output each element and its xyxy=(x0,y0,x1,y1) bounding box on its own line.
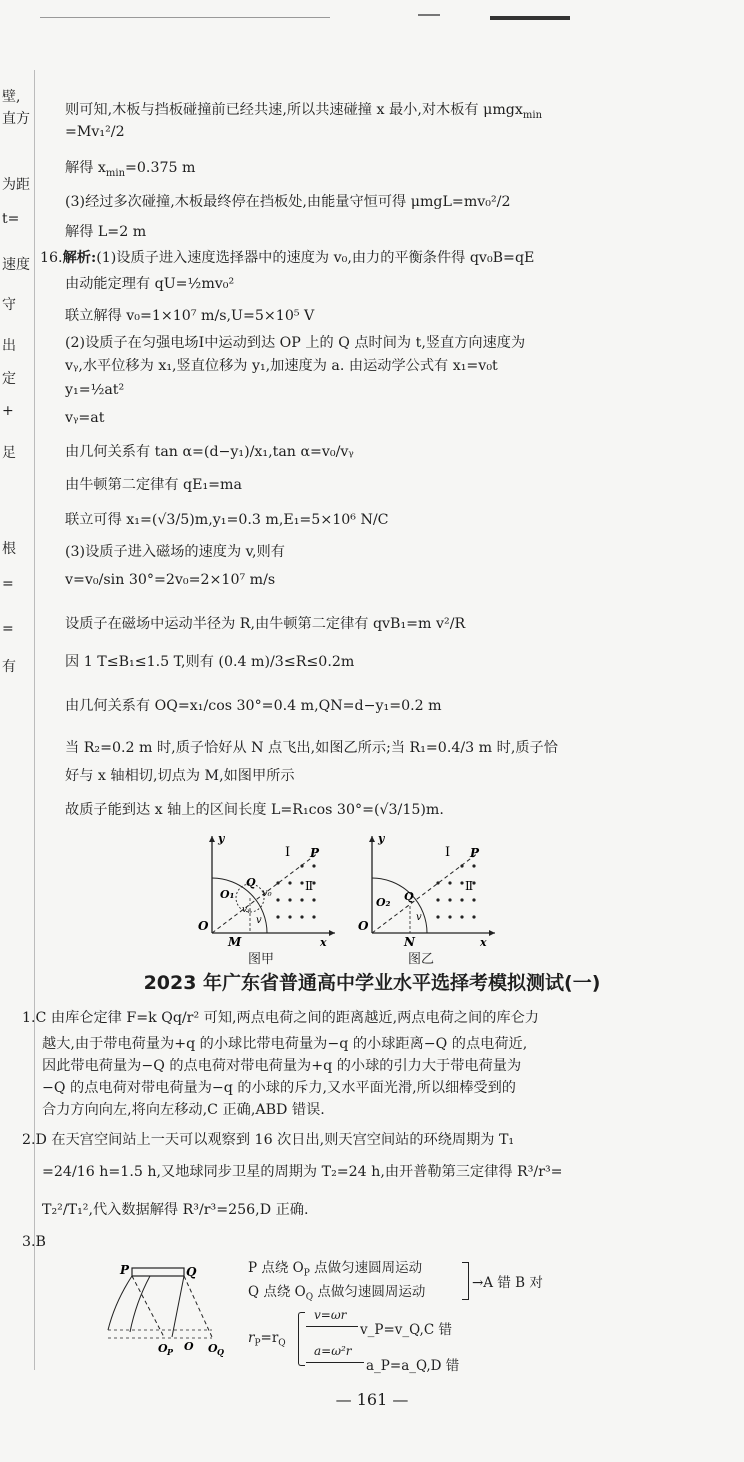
text-line: 设质子在磁场中运动半径为 R,由牛顿第二定律有 qvB₁=m v²/R xyxy=(65,616,466,632)
text-line: 由牛顿第二定律有 qE₁=ma xyxy=(65,477,242,493)
fig-label: v xyxy=(256,915,262,926)
page-number: — 161 — xyxy=(335,1390,409,1409)
margin-char: 为距 xyxy=(2,177,30,193)
q3-line-a: P 点绕 $O_P$ 点做匀速圆周运动 xyxy=(248,1260,423,1279)
q3-fig-label: Q xyxy=(186,1265,197,1279)
q1-line: 合力方向向左,将向左移动,C 正确,ABD 错误. xyxy=(42,1102,325,1118)
text-line: 当 R₂=0.2 m 时,质子恰好从 N 点飞出,如图乙所示;当 R₁=0.4/3 m 时,质子恰 xyxy=(65,740,558,756)
fig-label: x xyxy=(480,936,487,948)
q3-figure xyxy=(100,1262,240,1357)
fig-label: v xyxy=(416,912,422,923)
text-line: 由几何关系有 OQ=x₁/cos 30°=0.4 m,QN=d−y₁=0.2 m xyxy=(65,698,442,714)
branch2-top: a=ω²r xyxy=(314,1344,352,1358)
text-line: 解得 $x_{min}=0.375$ m xyxy=(65,160,196,179)
q3-line-b: Q 点绕 $O_Q$ 点做匀速圆周运动 xyxy=(248,1284,426,1303)
fig-label: Ⅰ xyxy=(445,845,451,860)
q3-fig-label: O xyxy=(158,1342,168,1355)
text-line: 因 1 T≤B₁≤1.5 T,则有 (0.4 m)/3≤R≤0.2m xyxy=(65,654,355,670)
brace-right xyxy=(462,1262,469,1300)
q3-fig-label: O xyxy=(184,1340,194,1353)
figure-jia xyxy=(190,828,340,948)
text-line: 联立解得 v₀=1×10⁷ m/s,U=5×10⁵ V xyxy=(65,308,315,324)
text-line: 故质子能到达 x 轴上的区间长度 L=R₁cos 30°=(√3/15)m. xyxy=(65,802,444,818)
fig-label: vᵧ xyxy=(242,905,251,915)
fig-label: Ⅰ xyxy=(285,845,291,860)
branch1-result: v_P=v_Q,C 错 xyxy=(360,1322,452,1338)
figure-jia-caption: 图甲 xyxy=(248,952,275,967)
margin-rule xyxy=(34,70,35,1370)
margin-char: 根 xyxy=(2,541,16,557)
question-16-line: 16.解析:(1)设质子进入速度选择器中的速度为 v₀,由力的平衡条件得 qv₀B=qE xyxy=(40,250,535,266)
fig-label: x xyxy=(320,936,327,948)
header-rule-left xyxy=(40,17,330,18)
q3-label: 3.B xyxy=(22,1234,46,1250)
fig-label: P xyxy=(470,846,480,860)
header-mark xyxy=(490,16,570,20)
text-line: 联立可得 x₁=(√3/5)m,y₁=0.3 m,E₁=5×10⁶ N/C xyxy=(65,512,389,528)
q2-line: 2.D 在天宫空间站上一天可以观察到 16 次日出,则天宫空间站的环绕周期为 T₁ xyxy=(22,1132,515,1148)
fig-label: y xyxy=(218,832,225,845)
q1-line: −Q 的点电荷对带电荷量为−q 的小球的斥力,又水平面光滑,所以细棒受到的 xyxy=(42,1080,516,1096)
text-line: 由动能定理有 qU=½mv₀² xyxy=(65,276,235,292)
margin-char: 守 xyxy=(2,297,16,313)
q3-fig-label: P xyxy=(120,1263,130,1277)
text-line: =Mv₁²/2 xyxy=(65,124,125,140)
text-line: (3)设质子进入磁场的速度为 v,则有 xyxy=(65,544,285,560)
margin-char: 定 xyxy=(2,371,16,387)
margin-char: = xyxy=(2,621,14,637)
text-line: 则可知,木板与挡板碰撞前已经共速,所以共速碰撞 x 最小,对木板有 μmgx$_{min}$ xyxy=(65,102,543,121)
fig-label: N xyxy=(404,935,415,948)
text-line: vᵧ,水平位移为 x₁,竖直位移为 y₁,加速度为 a. 由运动学公式有 x₁=v₀t xyxy=(65,358,498,374)
fig-label: O xyxy=(358,919,369,933)
text-line: (2)设质子在匀强电场Ⅰ中运动到达 OP 上的 Q 点时间为 t,竖直方向速度为 xyxy=(65,335,526,351)
margin-char: t= xyxy=(2,211,20,227)
q1-line: 因此带电荷量为−Q 的点电荷对带电荷量为+q 的小球的引力大于带电荷量为 xyxy=(42,1058,522,1074)
fig-label: y xyxy=(378,832,385,845)
figure-yi xyxy=(350,828,500,948)
margin-char: 直方 xyxy=(2,111,30,127)
text-line: v=v₀/sin 30°=2v₀=2×10⁷ m/s xyxy=(65,572,276,588)
fig-label: M xyxy=(228,935,242,948)
text-line: 解得 L=2 m xyxy=(65,224,147,240)
branch2-result: a_P=a_Q,D 错 xyxy=(366,1358,460,1374)
q2-line: T₂²/T₁²,代入数据解得 R³/r³=256,D 正确. xyxy=(42,1202,309,1218)
q3-fig-label: O xyxy=(208,1342,218,1355)
margin-char: 有 xyxy=(2,659,16,675)
q3-fig-label: P xyxy=(167,1347,174,1357)
branch1-arrow xyxy=(306,1326,358,1327)
fig-label: Q xyxy=(246,876,256,889)
branch1-top: v=ωr xyxy=(314,1308,347,1322)
margin-char: 出 xyxy=(2,338,16,354)
text-line: 由几何关系有 tan α=(d−y₁)/x₁,tan α=v₀/vᵧ xyxy=(65,444,354,460)
fig-label: O₂ xyxy=(376,896,391,909)
q2-line: =24/16 h=1.5 h,又地球同步卫星的周期为 T₂=24 h,由开普勒第三定律得 R³/r³= xyxy=(42,1164,563,1180)
fig-label: v₀ xyxy=(262,888,272,899)
fig-label: O xyxy=(198,919,209,933)
margin-char: 速度 xyxy=(2,257,30,273)
text-line: 好与 x 轴相切,切点为 M,如图甲所示 xyxy=(65,768,295,784)
q1-line: 越大,由于带电荷量为+q 的小球比带电荷量为−q 的小球距离−Q 的点电荷近, xyxy=(42,1036,528,1052)
header-mark-2 xyxy=(418,14,440,16)
figure-yi-caption: 图乙 xyxy=(408,952,435,967)
fig-label: Q xyxy=(404,890,414,903)
section-title: 2023 年广东省普通高中学业水平选择考模拟测试(一) xyxy=(143,972,601,994)
brace-left xyxy=(298,1312,305,1366)
q3-rp-rq: $r_P=r_Q$ xyxy=(248,1330,286,1349)
fig-label: Ⅱ xyxy=(465,879,474,893)
branch2-arrow xyxy=(306,1362,364,1363)
margin-char: + xyxy=(2,403,14,419)
text-line: vᵧ=at xyxy=(65,410,105,426)
margin-char: = xyxy=(2,576,14,592)
q3-arrow-text: →A 错 B 对 xyxy=(472,1275,543,1291)
margin-char: 壁, xyxy=(2,89,21,105)
text-line: y₁=½at² xyxy=(65,382,125,398)
fig-label: P xyxy=(310,846,320,860)
text-line: (3)经过多次碰撞,木板最终停在挡板处,由能量守恒可得 μmgL=mv₀²/2 xyxy=(65,194,511,210)
margin-char: 足 xyxy=(2,445,16,461)
q1-line: 1.C 由库仑定律 F=k Qq/r² 可知,两点电荷之间的距离越近,两点电荷之间的库仑力 xyxy=(22,1010,539,1026)
fig-label: O₁ xyxy=(220,888,235,901)
q3-fig-label: Q xyxy=(217,1347,224,1357)
fig-label: Ⅱ xyxy=(305,879,314,893)
